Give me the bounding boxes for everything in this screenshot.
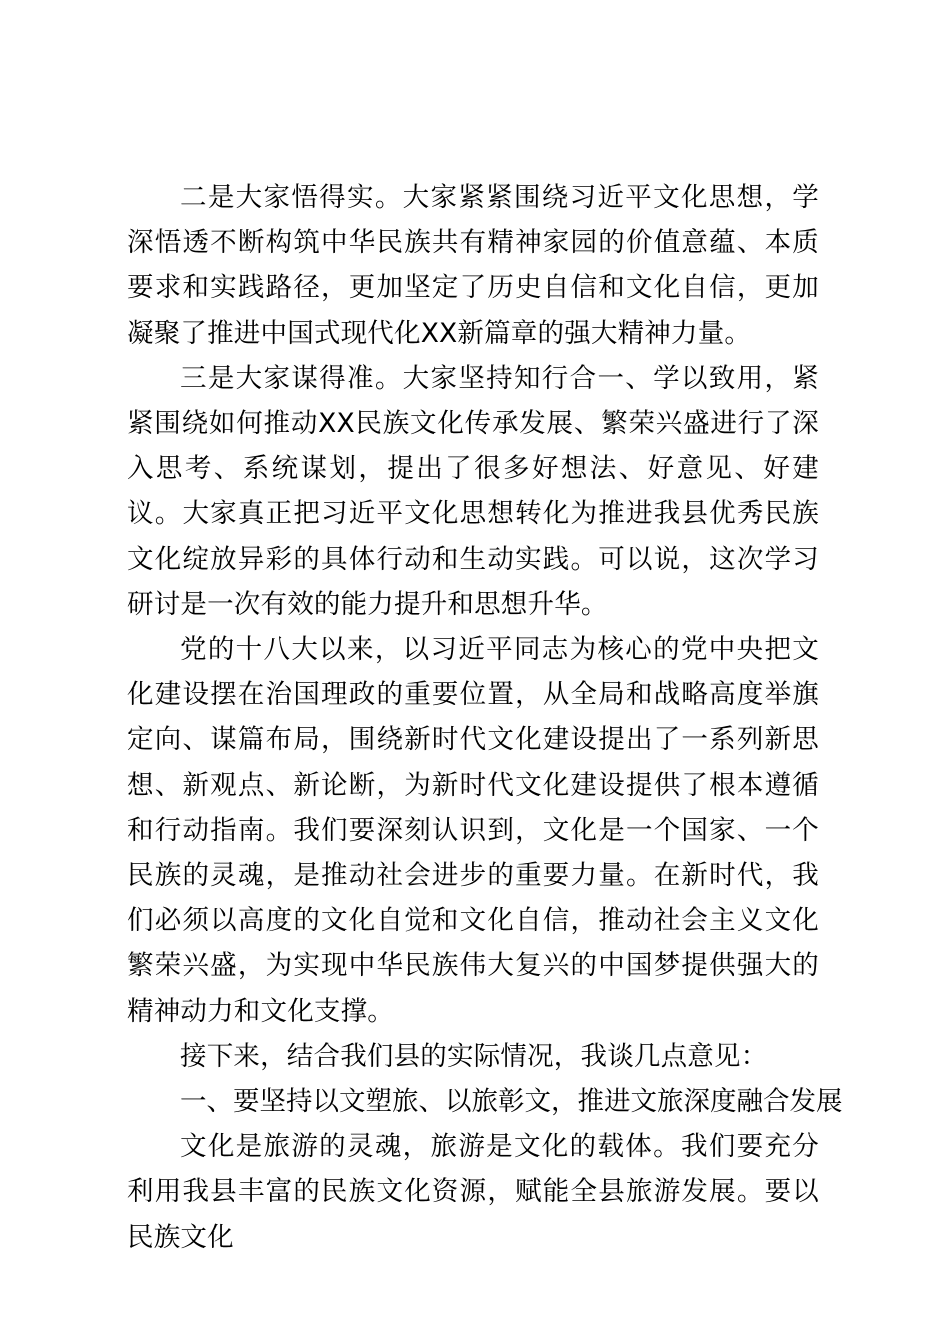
document-body [127, 175, 843, 1260]
section-heading: 一、要坚持以文塑旅、以旅彰文，推进文旅深度融合发展 [180, 1086, 843, 1118]
paragraph-culture-building: 党的十八大以来，以习近平同志为核心的党中央把文化建设摆在治国理政的重要位置，从全局和战略高度举旗定向、谋篇布局，围绕新时代文化建设提出了一系列新思想、新观点、新论断，为新时代文化建设提供了根本遵循和行动指南。我们要深刻认识到，文化是一个国家、一个民族的灵魂，是推动社会进步的重要力量。在新时代，我们必须以高度的文化自觉和文化自信，推动社会主义文化繁荣兴盛，为实现中华民族伟大复兴的中国梦提供强大的精神动力和文化支撑。 [127, 634, 819, 1027]
paragraph-opinions-intro: 接下来，结合我们县的实际情况，我谈几点意见： [180, 1040, 768, 1072]
paragraph-planning: 三是大家谋得准。大家坚持知行合一、学以致用，紧紧围绕如何推动XX民族文化传承发展、繁荣兴盛进行了深入思考、系统谋划，提出了很多好想法、好意见、好建议。大家真正把习近平文化思想转化为推进我县优秀民族文化绽放异彩的具体行动和生动实践。可以说，这次学习研讨是一次有效的能力提升和思想升华。 [127, 362, 819, 620]
paragraph-insight: 二是大家悟得实。大家紧紧围绕习近平文化思想，学深悟透不断构筑中华民族共有精神家园的价值意蕴、本质要求和实践路径，更加坚定了历史自信和文化自信，更加凝聚了推进中国式现代化XX新篇章的强大精神力量。 [127, 182, 819, 349]
paragraph-culture-tourism: 文化是旅游的灵魂，旅游是文化的载体。我们要充分利用我县丰富的民族文化资源，赋能全县旅游发展。要以民族文化 [127, 1131, 819, 1253]
